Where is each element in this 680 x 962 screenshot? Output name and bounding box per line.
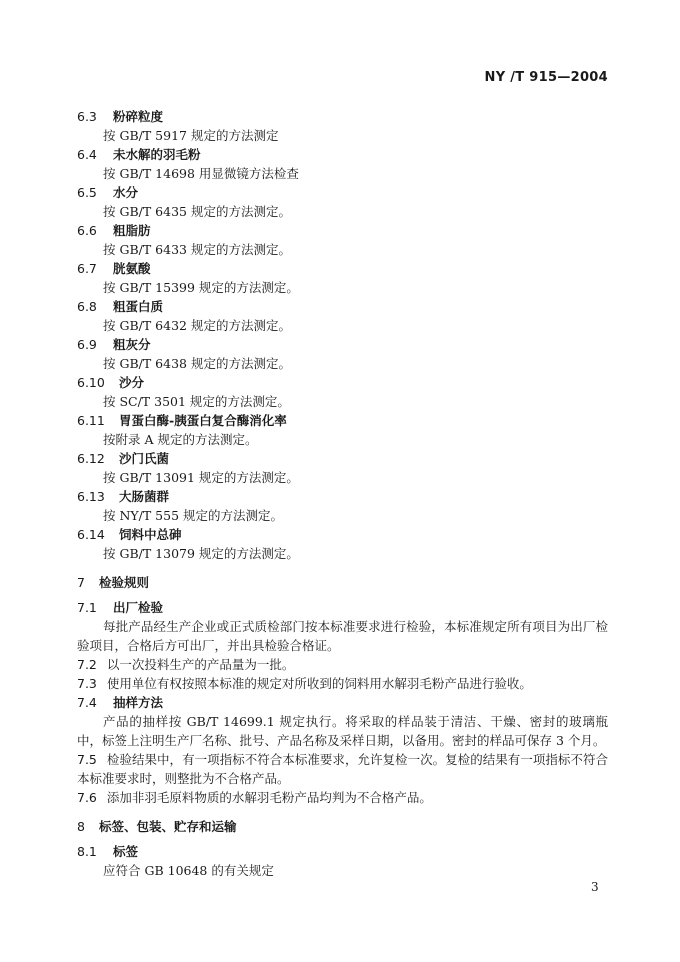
clause-body: 按 GB/T 13079 规定的方法测定。 xyxy=(103,546,299,561)
clause-body: 按 NY/T 555 规定的方法测定。 xyxy=(103,508,284,523)
clause-number: 6.10 xyxy=(77,375,105,390)
clause-text: 检验结果中，有一项指标不符合本标准要求，允许复检一次。复检的结果有一项指标不符合本标准要求时，则整批为不合格产品。 xyxy=(77,752,608,786)
clause-heading xyxy=(77,450,169,468)
clause-title: 水分 xyxy=(113,185,139,200)
clause-number: 6.14 xyxy=(77,527,105,542)
clause-title: 胃蛋白酶-胰蛋白复合酶消化率 xyxy=(119,413,287,428)
clause-title: 粗蛋白质 xyxy=(113,299,164,314)
clause-number: 7.4 xyxy=(77,695,97,710)
clause-text: 以一次投料生产的产品量为一批。 xyxy=(106,657,295,672)
clause-text: 使用单位有权按照本标准的规定对所收到的饲料用水解羽毛粉产品进行验收。 xyxy=(106,676,532,691)
clause-number: 7.1 xyxy=(77,600,97,615)
clause-number: 6.5 xyxy=(77,185,97,200)
section-heading xyxy=(77,818,237,836)
clause-text: 添加非羽毛原料物质的水解羽毛粉产品均判为不合格产品。 xyxy=(106,790,432,805)
section-number: 8 xyxy=(77,819,85,834)
clause-title: 粗脂肪 xyxy=(113,223,151,238)
section-number: 7 xyxy=(77,575,85,590)
clause-heading xyxy=(77,184,138,202)
clause-title: 饲料中总砷 xyxy=(119,527,182,542)
clause-paragraph xyxy=(77,655,608,674)
clause-heading xyxy=(77,336,151,354)
clause-number: 6.8 xyxy=(77,299,97,314)
clause-heading xyxy=(77,108,163,126)
clause-number: 6.13 xyxy=(77,489,105,504)
clause-number: 6.4 xyxy=(77,147,97,162)
clause-heading xyxy=(77,843,138,861)
clause-heading xyxy=(77,146,201,164)
clause-number: 6.9 xyxy=(77,337,97,352)
clause-title: 出厂检验 xyxy=(113,600,164,615)
clause-body: 按 GB/T 14698 用显微镜方法检查 xyxy=(103,166,299,181)
clause-body: 按附录 A 规定的方法测定。 xyxy=(103,432,258,447)
clause-title: 未水解的羽毛粉 xyxy=(113,147,201,162)
clause-body: 按 GB/T 6432 规定的方法测定。 xyxy=(103,318,291,333)
clause-number: 7.2 xyxy=(77,657,97,672)
clause-title: 胱氨酸 xyxy=(113,261,151,276)
clause-title: 沙门氏菌 xyxy=(119,451,170,466)
clause-body: 按 GB/T 6438 规定的方法测定。 xyxy=(103,356,291,371)
clause-title: 标签 xyxy=(113,844,139,859)
clause-body: 按 SC/T 3501 规定的方法测定。 xyxy=(103,394,290,409)
clause-number: 8.1 xyxy=(77,844,97,859)
clause-title: 大肠菌群 xyxy=(119,489,170,504)
clause-heading xyxy=(77,412,287,430)
clause-number: 6.6 xyxy=(77,223,97,238)
clause-body: 按 GB/T 13091 规定的方法测定。 xyxy=(103,470,299,485)
clause-heading xyxy=(77,526,182,544)
clause-body: 按 GB/T 6433 规定的方法测定。 xyxy=(103,242,291,257)
clause-number: 7.5 xyxy=(77,752,97,767)
clause-heading xyxy=(77,222,151,240)
clause-body: 按 GB/T 5917 规定的方法测定 xyxy=(103,128,279,143)
clause-heading xyxy=(77,488,169,506)
clause-number: 6.3 xyxy=(77,109,97,124)
clause-heading xyxy=(77,260,151,278)
clause-title: 抽样方法 xyxy=(113,695,164,710)
clause-number: 6.11 xyxy=(77,413,105,428)
clause-number: 7.3 xyxy=(77,676,97,691)
clause-body: 按 GB/T 6435 规定的方法测定。 xyxy=(103,204,291,219)
clause-paragraph xyxy=(77,674,608,693)
standard-code: NY /T 915—2004 xyxy=(484,70,608,85)
clause-heading xyxy=(77,694,163,712)
clause-body: 每批产品经生产企业或正式质检部门按本标准要求进行检验，本标准规定所有项目为出厂检验项目，合格后方可出厂，并出具检验合格证。 xyxy=(77,619,608,653)
clause-heading xyxy=(77,374,144,392)
clause-title: 粉碎粒度 xyxy=(113,109,164,124)
clause-heading xyxy=(77,599,163,617)
clause-heading xyxy=(77,298,163,316)
clause-body: 按 GB/T 15399 规定的方法测定。 xyxy=(103,280,299,295)
clause-paragraph xyxy=(77,788,608,807)
clause-body: 产品的抽样按 GB/T 14699.1 规定执行。将采取的样品装于清洁、干燥、密封的玻璃瓶中，标签上注明生产厂名称、批号、产品名称及采样日期，以备用。密封的样品可保存 3 个月。 xyxy=(77,714,608,748)
section-title: 检验规则 xyxy=(99,575,150,590)
page-number: 3 xyxy=(591,880,599,894)
clause-title: 粗灰分 xyxy=(113,337,151,352)
section-title: 标签、包装、贮存和运输 xyxy=(99,819,237,834)
clause-title: 沙分 xyxy=(119,375,145,390)
section-heading xyxy=(77,574,149,592)
clause-number: 6.7 xyxy=(77,261,97,276)
clause-paragraph xyxy=(77,750,608,788)
clause-number: 7.6 xyxy=(77,790,97,805)
clause-body: 应符合 GB 10648 的有关规定 xyxy=(103,863,274,878)
clause-number: 6.12 xyxy=(77,451,105,466)
